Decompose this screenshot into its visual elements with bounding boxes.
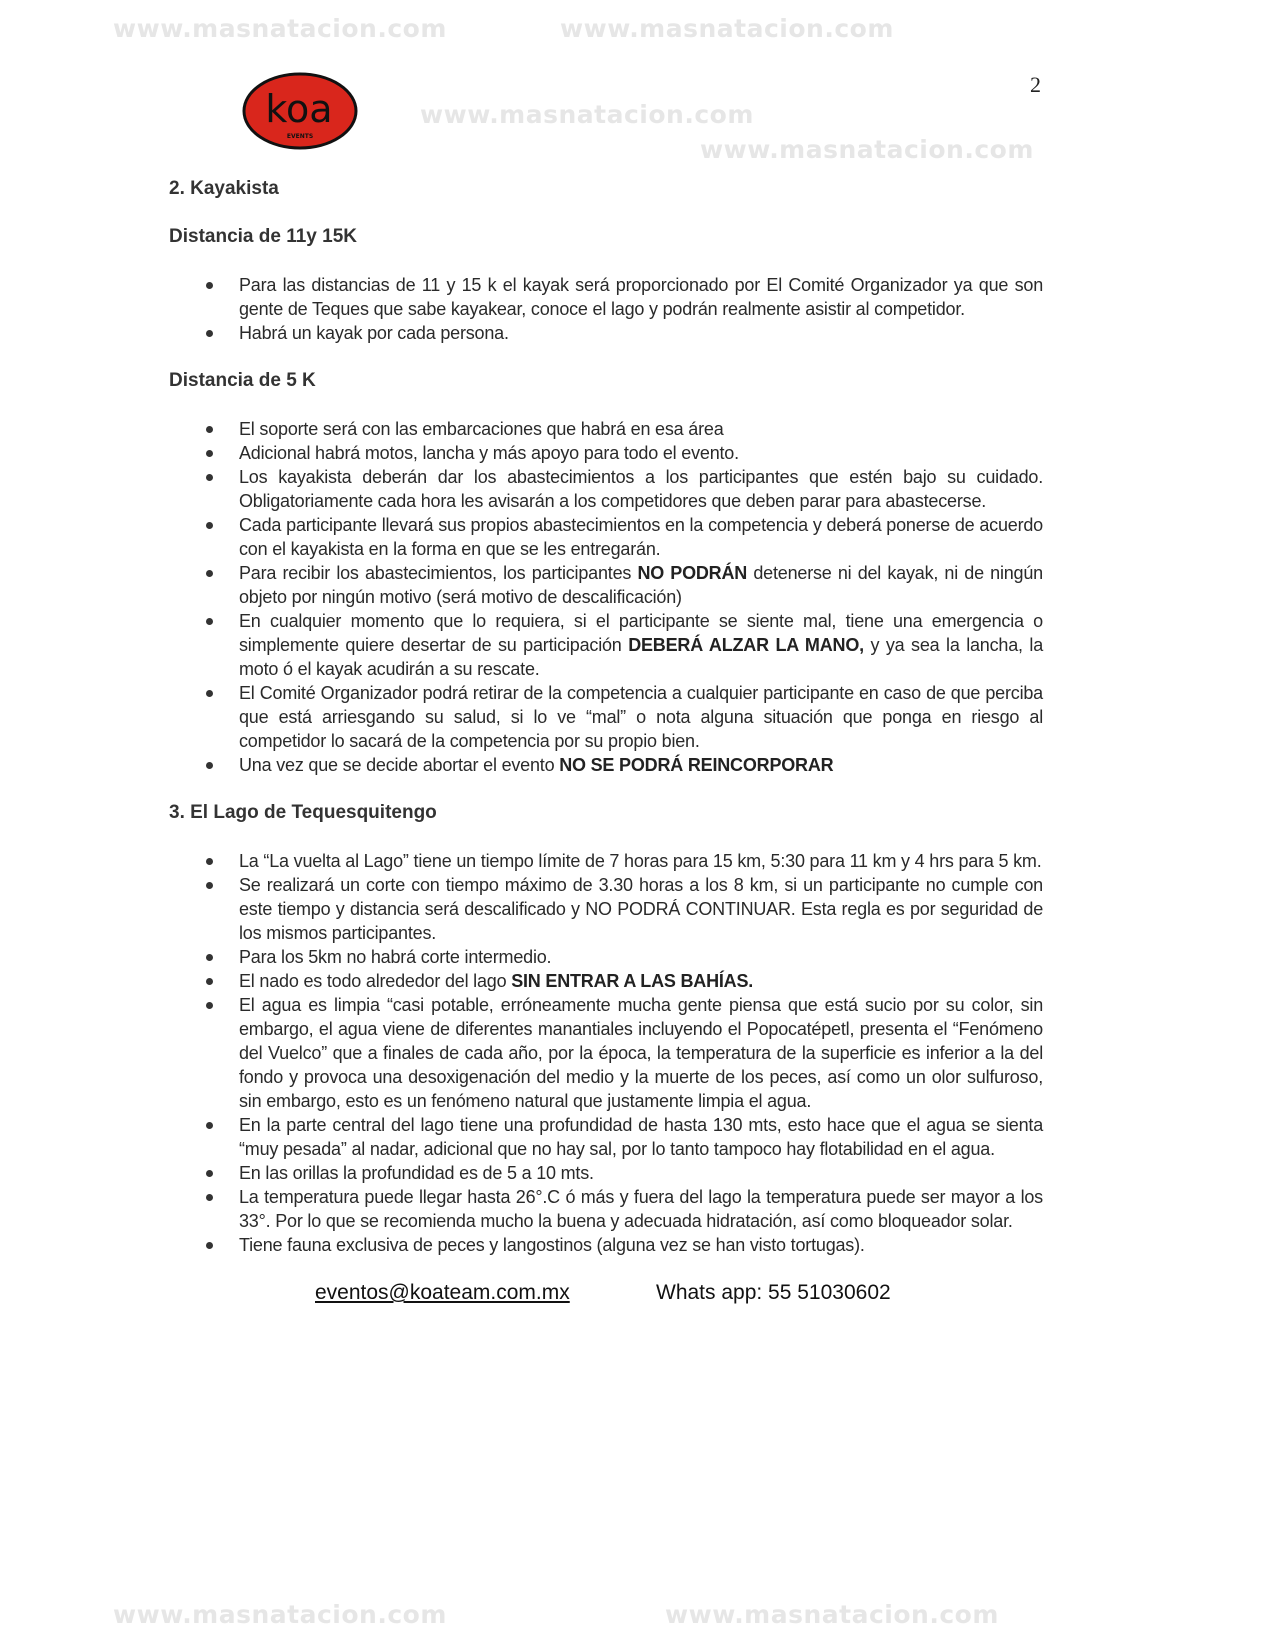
watermark: www.masnatacion.com: [113, 1600, 447, 1629]
watermark: www.masnatacion.com: [113, 14, 447, 43]
bullet-item: [239, 849, 1043, 873]
bullet-item: [239, 1185, 1043, 1233]
text: El agua es limpia “casi potable, erróneamente mucha gente piensa que está sucio por su color, sin embargo, el agua viene de diferentes manantiales incluyendo el Popocatépetl, presenta el “Fenómeno del Vuelco” que a finales de cada año, por la época, la temperatura de la superficie es inferior a la del fondo y provoca una desoxigenación del medio y la muerte de los peces, así como un olor sulfuroso, sin embargo, esto es un fenómeno natural que justamente limpia el agua.: [239, 995, 1043, 1111]
bullet-item: [239, 561, 1043, 609]
bold-text: NO PODRÁN: [637, 563, 748, 583]
text: El soporte será con las embarcaciones que habrá en esa área: [239, 419, 724, 439]
bold-text: NO SE PODRÁ REINCORPORAR: [559, 755, 834, 775]
bold-text: SIN ENTRAR A LAS BAHÍAS.: [511, 971, 754, 991]
bullet-list: [169, 849, 1043, 1257]
text: En la parte central del lago tiene una profundidad de hasta 130 mts, esto hace que el agua se sienta “muy pesada” al nadar, adicional que no hay sal, por lo tanto tampoco hay flotabilidad en el agua.: [239, 1115, 1043, 1159]
subheading-5k: Distancia de 5 K: [169, 370, 316, 391]
watermark: www.masnatacion.com: [560, 14, 894, 43]
text: Los kayakista deberán dar los abastecimientos a los participantes que estén bajo su cuidado. Obligatoriamente cada hora les avisarán a los competidores que deben parar para abastecerse.: [239, 467, 1043, 511]
text: Adicional habrá motos, lancha y más apoyo para todo el evento.: [239, 443, 739, 463]
svg-text:koa: koa: [265, 87, 333, 131]
bullet-item: [239, 609, 1043, 681]
text: detenerse ni del kayak, ni de ningún objeto por ningún motivo (será motivo de descalificación): [239, 563, 1043, 607]
bullet-item: [239, 513, 1043, 561]
bullet-item: [239, 945, 1043, 969]
bullet-item: [239, 321, 1043, 345]
bold-text: DEBERÁ ALZAR LA MANO,: [628, 635, 864, 655]
text: Para recibir los abastecimientos, los participantes: [239, 563, 638, 583]
page-number: 2: [1030, 72, 1041, 97]
bullet-item: [239, 417, 1043, 441]
subheading-11-15k: Distancia de 11y 15K: [169, 226, 357, 247]
text: En cualquier momento que lo requiera, si el participante se siente mal, tiene una emergencia o simplemente quiere desertar de su participación: [239, 611, 1043, 655]
bullet-item: [239, 441, 1043, 465]
email-link[interactable]: eventos@koateam.com.mx: [315, 1281, 570, 1304]
text: La “La vuelta al Lago” tiene un tiempo límite de 7 horas para 15 km, 5:30 para 11 km y 4 hrs para 5 km.: [239, 851, 1042, 871]
bullet-item: [239, 681, 1043, 753]
section-heading-lago: 3. El Lago de Tequesquitengo: [169, 802, 437, 823]
text: Habrá un kayak por cada persona.: [239, 323, 509, 343]
bullet-list: [169, 417, 1043, 777]
watermark: www.masnatacion.com: [700, 135, 1034, 164]
text: El nado es todo alrededor del lago: [239, 971, 512, 991]
koa-logo: [242, 72, 358, 150]
bullet-item: [239, 1161, 1043, 1185]
bullet-item: [239, 1233, 1043, 1257]
bullet-item: [239, 1113, 1043, 1161]
text: La temperatura puede llegar hasta 26°.C ó más y fuera del lago la temperatura puede ser mayor a los 33°. Por lo que se recomienda mucho la buena y adecuada hidratación, así como bloqueador solar.: [239, 1187, 1043, 1231]
text: y ya sea la lancha, la moto ó el kayak acudirán a su rescate.: [239, 635, 1044, 679]
text: En las orillas la profundidad es de 5 a 10 mts.: [239, 1163, 594, 1183]
bullet-item: [239, 753, 1043, 777]
text: Tiene fauna exclusiva de peces y langostinos (alguna vez se han visto tortugas).: [239, 1235, 865, 1255]
document-body: [169, 177, 1043, 1311]
text: El Comité Organizador podrá retirar de la competencia a cualquier participante en caso de que perciba que está arriesgando su salud, si lo ve “mal” o nota alguna situación que ponga en riesgo al competidor lo sacará de la competencia por su propio bien.: [239, 683, 1043, 751]
text: Se realizará un corte con tiempo máximo de 3.30 horas a los 8 km, si un participante no cumple con este tiempo y distancia será descalificado y NO PODRÁ CONTINUAR. Esta regla es por seguridad de los mismos participantes.: [239, 875, 1043, 943]
svg-text:EVENTS: EVENTS: [286, 133, 314, 140]
text: Una vez que se decide abortar el evento: [239, 755, 560, 775]
text: Para los 5km no habrá corte intermedio.: [239, 947, 552, 967]
whatsapp-text: Whats app: 55 51030602: [656, 1281, 891, 1304]
watermark: www.masnatacion.com: [665, 1600, 999, 1629]
watermark: www.masnatacion.com: [420, 100, 754, 129]
bullet-item: [239, 465, 1043, 513]
bullet-list: [169, 273, 1043, 345]
bullet-item: [239, 993, 1043, 1113]
footer: [169, 1281, 1043, 1311]
text: Para las distancias de 11 y 15 k el kayak será proporcionado por El Comité Organizador ya que son gente de Teques que sabe kayakear, conoce el lago y podrán realmente asistir al competidor.: [239, 275, 1043, 319]
bullet-item: [239, 873, 1043, 945]
bullet-item: [239, 273, 1043, 321]
bullet-item: [239, 969, 1043, 993]
section-heading-kayakista: 2. Kayakista: [169, 178, 279, 199]
text: Cada participante llevará sus propios abastecimientos en la competencia y deberá ponerse de acuerdo con el kayakista en la forma en que se les entregarán.: [239, 515, 1043, 559]
